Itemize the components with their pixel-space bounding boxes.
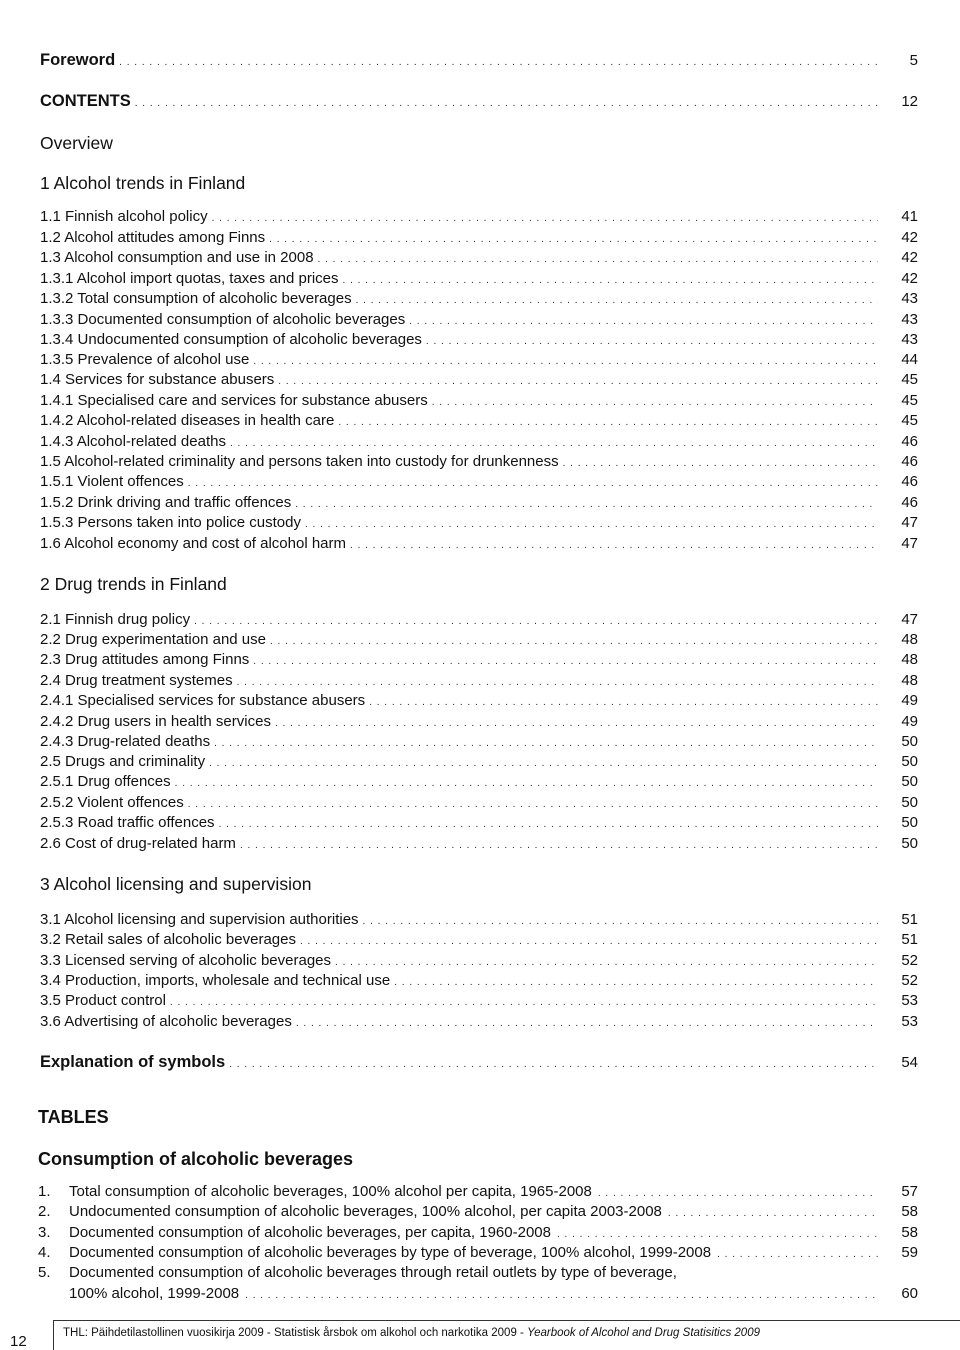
toc-entry[interactable] [40,1053,918,1074]
toc-entry-page: 53 [901,1013,918,1030]
toc-entry-title: Foreword [40,51,116,69]
dot-leader [563,455,878,473]
toc-entry-title: 2.2 Drug experimentation and use [40,631,266,648]
toc-entry[interactable] [40,773,918,793]
toc-entry[interactable] [40,371,918,391]
toc-entry[interactable] [40,992,918,1012]
toc-entry-title: 2.4.1 Specialised services for substance abusers [40,692,366,709]
toc-entry[interactable] [40,733,918,753]
toc-entry-page: 49 [901,692,918,709]
toc-entry[interactable] [40,331,918,351]
dot-leader [119,54,878,72]
dot-leader [296,1015,878,1033]
dot-leader [194,613,878,631]
dot-leader [188,796,878,814]
toc-entry-title: 1.5.1 Violent offences [40,473,184,490]
toc-entry-title: 2.4.2 Drug users in health services [40,713,271,730]
toc-entry-page: 45 [901,412,918,429]
toc-entry-page: 50 [901,733,918,750]
table-entry-title: Undocumented consumption of alcoholic beverages, 100% alcohol, per capita 2003-2008 [69,1203,662,1220]
dot-leader [318,251,878,269]
dot-leader [394,974,878,992]
toc-entry-page: 5 [909,52,918,69]
dot-leader [270,633,878,651]
toc-entry[interactable] [40,92,918,113]
section-heading: Overview [40,133,113,153]
dot-leader [363,913,878,931]
toc-entry-title: 2.5 Drugs and criminality [40,753,206,770]
toc-entry-page: 42 [901,229,918,246]
dot-leader [369,694,878,712]
toc-entry-page: 46 [901,453,918,470]
toc-entry-title: 2.4.3 Drug-related deaths [40,733,211,750]
toc-entry-page: 45 [901,392,918,409]
footer-text-main: THL: Päihdetilastollinen vuosikirja 2009 - Statistisk årsbok om alkohol och narkotika 2009 - [63,1327,528,1339]
toc-entry-page: 44 [901,351,918,368]
tables-subheading: Consumption of alcoholic beverages [38,1149,354,1169]
toc-entry-page: 43 [901,311,918,328]
toc-entry-page: 43 [901,331,918,348]
dot-leader [170,994,878,1012]
dot-leader [295,496,878,514]
toc-entry-title: 3.3 Licensed serving of alcoholic beverages [40,952,332,969]
toc-entry[interactable] [40,229,918,249]
toc-entry-title: CONTENTS [40,92,131,110]
toc-entry-title: 3.5 Product control [40,992,166,1009]
toc-entry-page: 47 [901,514,918,531]
dot-leader [253,353,878,371]
dot-leader [245,1287,878,1305]
table-entry[interactable] [38,1224,918,1244]
toc-entry-title: 1.4.2 Alcohol-related diseases in health care [40,412,335,429]
toc-entry-page: 50 [901,835,918,852]
dot-leader [338,414,878,432]
toc-entry-title: 2.6 Cost of drug-related harm [40,835,236,852]
toc-entry[interactable] [40,713,918,733]
toc-entry-title: 1.5 Alcohol-related criminality and persons taken into custody for drunkenness [40,453,559,470]
toc-entry-page: 46 [901,494,918,511]
dot-leader [269,231,878,249]
footer-text [63,1326,760,1340]
toc-entry-page: 50 [901,814,918,831]
toc-entry-page: 48 [901,651,918,668]
dot-leader [300,933,878,951]
table-entry-page: 59 [901,1244,918,1261]
toc-entry-title: 3.6 Advertising of alcoholic beverages [40,1013,292,1030]
toc-entry-page: 47 [901,611,918,628]
table-entry-title-line2: 100% alcohol, 1999-2008 [69,1285,240,1302]
toc-entry-page: 42 [901,249,918,266]
toc-entry-title: Explanation of symbols [40,1053,226,1071]
dot-leader [343,272,878,290]
toc-entry-title: 1.5.2 Drink driving and traffic offences [40,494,292,511]
table-entry-continuation[interactable] [69,1285,918,1305]
toc-entry[interactable] [40,351,918,371]
toc-entry[interactable] [40,651,918,671]
section-heading: 1 Alcohol trends in Finland [40,173,246,193]
toc-entry-title: 1.5.3 Persons taken into police custody [40,514,301,531]
table-entry[interactable] [38,1203,918,1223]
toc-entry-page: 49 [901,713,918,730]
toc-entry-page: 48 [901,672,918,689]
toc-entry[interactable] [40,972,918,992]
toc-entry-title: 1.3.5 Prevalence of alcohol use [40,351,250,368]
toc-entry[interactable] [40,290,918,310]
toc-entry-title: 2.5.1 Drug offences [40,773,171,790]
toc-entry[interactable] [40,453,918,473]
table-entry-page: 60 [901,1285,918,1302]
dot-leader [350,537,878,555]
dot-leader [557,1226,878,1244]
dot-leader [219,816,878,834]
toc-entry-page: 51 [901,911,918,928]
toc-entry-title: 1.3.3 Documented consumption of alcoholic beverages [40,311,406,328]
toc-entry-page: 45 [901,371,918,388]
toc-entry-title: 3.4 Production, imports, wholesale and technical use [40,972,391,989]
toc-entry-page: 12 [901,93,918,110]
dot-leader [214,735,878,753]
dot-leader [305,516,878,534]
toc-entry[interactable] [40,514,918,534]
toc-entry-page: 50 [901,773,918,790]
toc-entry-page: 47 [901,535,918,552]
dot-leader [432,394,878,412]
toc-entry-title: 1.4.1 Specialised care and services for substance abusers [40,392,428,409]
section-heading: 3 Alcohol licensing and supervision [40,874,312,894]
table-entry-page: 57 [901,1183,918,1200]
toc-entry[interactable] [40,51,918,72]
toc-entry-page: 50 [901,794,918,811]
toc-entry[interactable] [40,672,918,692]
footer-rule [53,1320,960,1321]
table-entry-number: 1. [38,1183,51,1200]
dot-leader [409,313,878,331]
dot-leader [253,653,878,671]
dot-leader [717,1246,878,1264]
toc-entry-title: 1.3.4 Undocumented consumption of alcoholic beverages [40,331,422,348]
toc-entry-title: 1.4.3 Alcohol-related deaths [40,433,226,450]
table-entry-page: 58 [901,1203,918,1220]
toc-entry[interactable] [40,753,918,773]
toc-entry-page: 43 [901,290,918,307]
table-entry-title: Documented consumption of alcoholic beverages, per capita, 1960-2008 [69,1224,551,1241]
dot-leader [335,954,878,972]
toc-entry-title: 2.1 Finnish drug policy [40,611,191,628]
dot-leader [598,1185,878,1203]
toc-entry-title: 1.1 Finnish alcohol policy [40,208,208,225]
dot-leader [230,435,878,453]
table-entry-title: Total consumption of alcoholic beverages, 100% alcohol per capita, 1965-2008 [69,1183,592,1200]
dot-leader [209,755,878,773]
toc-entry-title: 1.3.2 Total consumption of alcoholic beverages [40,290,352,307]
toc-entry-title: 2.4 Drug treatment systemes [40,672,233,689]
toc-entry[interactable] [40,952,918,972]
footer-text-italic: Yearbook of Alcohol and Drug Statisitics 2009 [527,1327,760,1339]
toc-entry-title: 2.5.2 Violent offences [40,794,184,811]
table-entry[interactable] [38,1183,918,1203]
toc-entry-title: 3.1 Alcohol licensing and supervision authorities [40,911,359,928]
table-entry-number: 3. [38,1224,51,1241]
toc-entry-page: 52 [901,952,918,969]
table-entry-page: 58 [901,1224,918,1241]
toc-entry-page: 46 [901,433,918,450]
dot-leader [135,95,878,113]
table-entry-title: Documented consumption of alcoholic beverages through retail outlets by type of beverage, [69,1264,677,1281]
toc-entry-title: 2.5.3 Road traffic offences [40,814,215,831]
toc-entry[interactable] [40,692,918,712]
dot-leader [188,475,878,493]
table-entry[interactable] [38,1244,918,1264]
toc-entry-page: 41 [901,208,918,225]
toc-entry-title: 3.2 Retail sales of alcoholic beverages [40,931,296,948]
dot-leader [356,292,878,310]
toc-entry-page: 54 [901,1054,918,1071]
toc-entry-page: 50 [901,753,918,770]
toc-entry-title: 1.3.1 Alcohol import quotas, taxes and prices [40,270,339,287]
toc-entry[interactable] [40,794,918,814]
toc-entry[interactable] [40,1013,918,1033]
toc-entry[interactable] [40,412,918,432]
dot-leader [278,373,878,391]
toc-entry[interactable] [40,835,918,855]
dot-leader [212,210,878,228]
table-entry[interactable] [38,1264,918,1282]
toc-entry[interactable] [40,611,918,631]
table-entry-number: 2. [38,1203,51,1220]
toc-entry[interactable] [40,473,918,493]
toc-entry-title: 2.3 Drug attitudes among Finns [40,651,250,668]
toc-entry[interactable] [40,311,918,331]
dot-leader [668,1205,878,1223]
dot-leader [240,837,878,855]
section-heading: 2 Drug trends in Finland [40,574,227,594]
toc-entry-page: 53 [901,992,918,1009]
toc-entry-title: 1.4 Services for substance abusers [40,371,275,388]
dot-leader [275,715,878,733]
toc-entry[interactable] [40,392,918,412]
toc-entry[interactable] [40,433,918,453]
toc-entry[interactable] [40,208,918,228]
toc-entry[interactable] [40,270,918,290]
tables-heading: TABLES [38,1107,109,1127]
toc-entry-title: 1.3 Alcohol consumption and use in 2008 [40,249,314,266]
toc-entry-title: 1.2 Alcohol attitudes among Finns [40,229,266,246]
table-entry-number: 5. [38,1264,51,1281]
table-entry-number: 4. [38,1244,51,1261]
table-entry-title: Documented consumption of alcoholic beverages by type of beverage, 100% alcohol, 1999-2008 [69,1244,712,1261]
toc-entry-page: 46 [901,473,918,490]
toc-entry-page: 52 [901,972,918,989]
toc-entry[interactable] [40,931,918,951]
toc-entry-title: 1.6 Alcohol economy and cost of alcohol harm [40,535,347,552]
toc-entry-page: 51 [901,931,918,948]
footer-divider [53,1320,54,1350]
toc-entry[interactable] [40,249,918,269]
toc-entry[interactable] [40,494,918,514]
dot-leader [237,674,878,692]
toc-entry[interactable] [40,911,918,931]
toc-entry[interactable] [40,814,918,834]
toc-entry-page: 42 [901,270,918,287]
dot-leader [426,333,878,351]
toc-entry[interactable] [40,535,918,555]
toc-entry-page: 48 [901,631,918,648]
dot-leader [229,1056,878,1074]
dot-leader [175,775,878,793]
toc-entry[interactable] [40,631,918,651]
page-number: 12 [10,1333,27,1350]
